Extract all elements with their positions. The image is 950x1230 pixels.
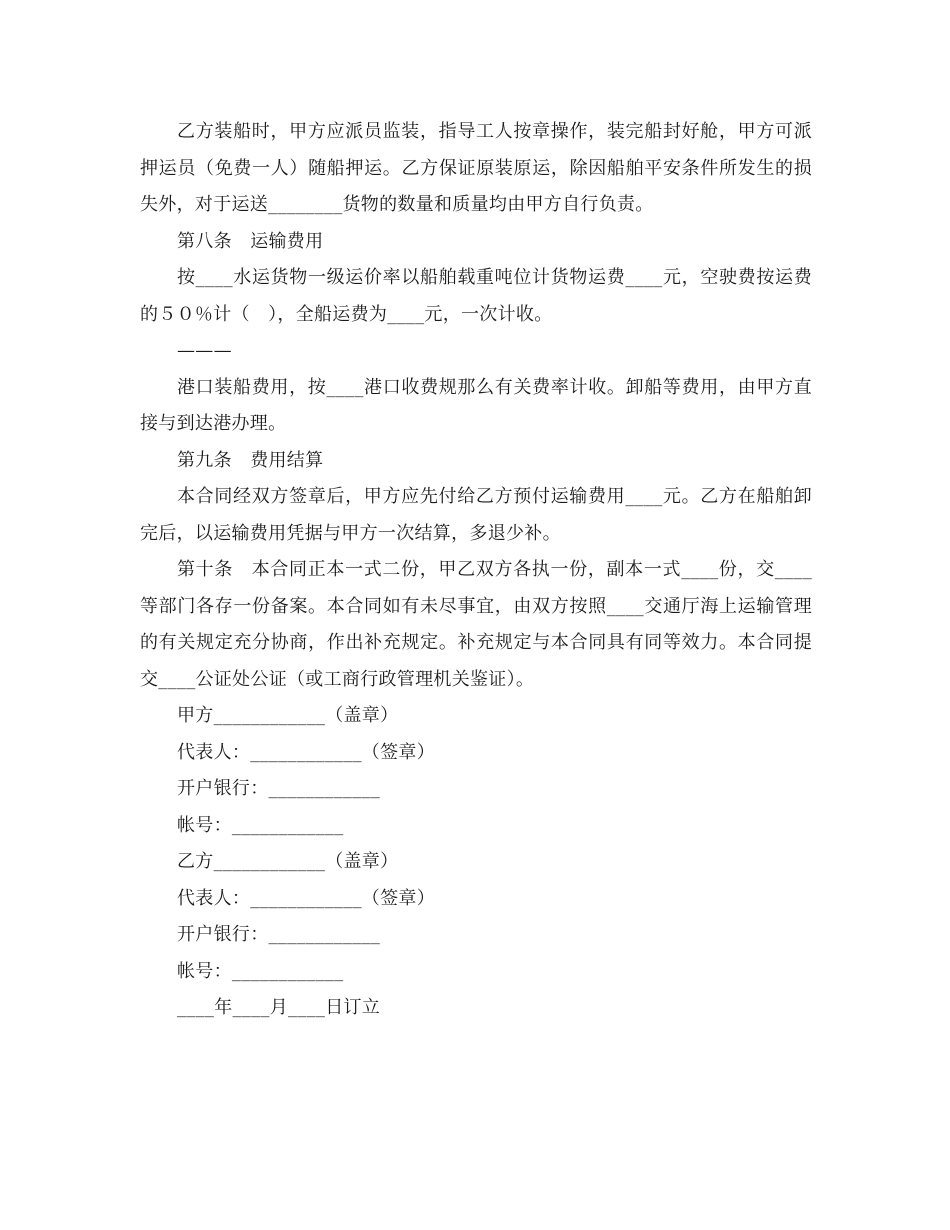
date-line: ____年____月____日订立 [177, 997, 381, 1018]
party-b-account-line: 帐号：____________ [177, 960, 344, 982]
party-a-representative-line: 代表人：____________（签章） [177, 741, 435, 763]
party-b-representative-line: 代表人：____________（签章） [177, 887, 435, 909]
separator-dashes: ——— [177, 340, 232, 361]
article-10-paragraph: 第十条 本合同正本一式二份，甲乙双方各执一份，副本一式____份，交____等部门各存一份备案。本合同如有未尽事宜，由双方按照____交通厅海上运输管理的有关规定充分协商，作出补充规定。补充规定与本合同具有同等效力。本合同提交____公证处公证（或工商行政管理机关鉴证）。 [140, 559, 812, 690]
clause-loading-supervision: 乙方装船时，甲方应派员监装，指导工人按章操作，装完船封好舱，甲方可派押运员（免费一人）随船押运。乙方保证原装原运，除因船舶平安条件所发生的损失外，对于运送________货物的数量和质量均由甲方自行负责。 [140, 121, 812, 215]
freight-rate-paragraph: 按____水运货物一级运价率以船舶载重吨位计货物运费____元，空驶费按运费的５０％计（ ），全船运费为____元，一次计收。 [140, 267, 812, 325]
port-fees-paragraph: 港口装船费用，按____港口收费规那么有关费率计收。卸船等费用，由甲方直接与到达港办理。 [140, 376, 812, 434]
party-a-bank-line: 开户银行：____________ [177, 778, 381, 799]
party-b-bank-line: 开户银行：____________ [177, 924, 381, 945]
party-a-signature-line: 甲方____________（盖章） [177, 705, 399, 726]
article-9-heading: 第九条 费用结算 [177, 449, 324, 471]
party-a-account-line: 帐号：____________ [177, 814, 344, 836]
contract-body [140, 114, 812, 1027]
party-b-signature-line: 乙方____________（盖章） [177, 851, 399, 872]
article-8-heading: 第八条 运输费用 [177, 230, 324, 252]
settlement-paragraph: 本合同经双方签章后，甲方应先付给乙方预付运输费用____元。乙方在船舶卸完后，以运输费用凭据与甲方一次结算，多退少补。 [140, 486, 812, 544]
